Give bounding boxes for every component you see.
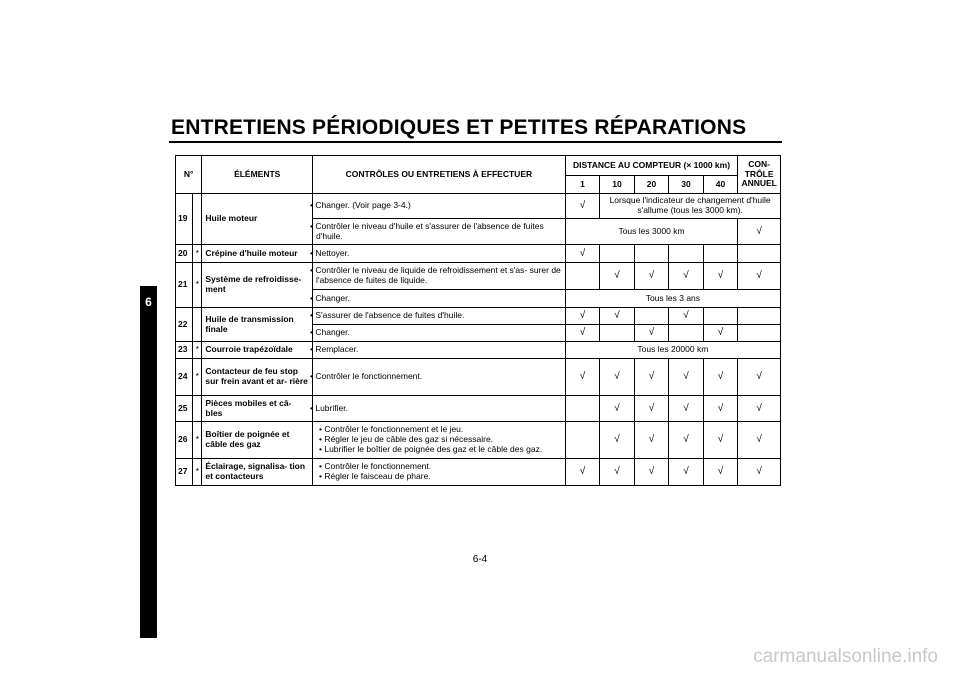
watermark: carmanualsonline.info <box>753 646 938 667</box>
row-control: • Remplacer. <box>313 342 566 359</box>
table-row <box>176 194 781 219</box>
header-km-30: 30 <box>669 176 704 194</box>
check-mark: √ <box>600 308 635 325</box>
row-element: Contacteur de feu stop sur frein avant et ar- rière <box>202 359 313 396</box>
check-mark: √ <box>738 263 781 290</box>
check-mark: √ <box>600 422 635 459</box>
row-num: 26 <box>176 422 193 459</box>
check-mark: √ <box>565 459 600 486</box>
check-mark: √ <box>634 422 669 459</box>
row-element: Pièces mobiles et câ- bles <box>202 396 313 422</box>
row-note: Lorsque l'indicateur de changement d'huile s'allume (tous les 3000 km). <box>600 194 781 219</box>
row-num: 19 <box>176 194 193 245</box>
row-control-line: • Lubrifier le boîtier de poignée des gaz et le câble des gaz. <box>319 443 543 454</box>
check-mark: √ <box>565 359 600 396</box>
check-mark: √ <box>565 194 600 219</box>
check-mark: √ <box>565 245 600 263</box>
check-mark: √ <box>738 422 781 459</box>
header-controls: CONTRÔLES OU ENTRETIENS À EFFECTUER <box>313 156 566 194</box>
header-km-1: 1 <box>565 176 600 194</box>
check-mark: √ <box>703 396 738 422</box>
check-mark: √ <box>669 308 704 325</box>
row-num: 20 <box>176 245 193 263</box>
check-mark: √ <box>703 459 738 486</box>
chapter-tab <box>140 286 157 638</box>
check-mark: √ <box>634 459 669 486</box>
row-element: Boîtier de poignée et câble des gaz <box>202 422 313 459</box>
row-control: • Changer. <box>313 290 566 308</box>
row-element: Huile moteur <box>202 194 313 245</box>
check-mark: √ <box>634 325 669 342</box>
check-mark: √ <box>565 308 600 325</box>
row-control: • Changer. (Voir page 3-4.) <box>313 194 566 219</box>
row-num: 25 <box>176 396 193 422</box>
table-row <box>176 359 781 396</box>
table-row <box>176 342 781 359</box>
check-mark: √ <box>703 359 738 396</box>
chapter-tab-number: 6 <box>145 295 152 309</box>
check-mark: √ <box>669 396 704 422</box>
table-row <box>176 245 781 263</box>
check-mark: √ <box>738 459 781 486</box>
page-title: ENTRETIENS PÉRIODIQUES ET PETITES RÉPARATIONS <box>171 116 747 139</box>
row-element: Éclairage, signalisa- tion et contacteurs <box>202 459 313 486</box>
row-num: 23 <box>176 342 193 359</box>
header-km-10: 10 <box>600 176 635 194</box>
row-star: * <box>193 263 202 308</box>
row-star <box>193 396 202 422</box>
table-row <box>176 396 781 422</box>
check-mark: √ <box>634 359 669 396</box>
row-control-line: • Régler le jeu de câble des gaz si nécessaire. <box>319 434 494 445</box>
row-star: * <box>193 342 202 359</box>
row-num: 21 <box>176 263 193 308</box>
row-interval: Tous les 20000 km <box>565 342 780 359</box>
row-element: Crépine d'huile moteur <box>202 245 313 263</box>
row-control: • Nettoyer. <box>313 245 566 263</box>
row-element: Système de refroidisse- ment <box>202 263 313 308</box>
check-mark: √ <box>634 396 669 422</box>
check-mark: √ <box>600 459 635 486</box>
check-mark: √ <box>669 263 704 290</box>
check-mark: √ <box>669 459 704 486</box>
maintenance-table <box>175 155 781 486</box>
row-star: * <box>193 245 202 263</box>
row-star <box>193 308 202 342</box>
header-num: N° <box>176 156 202 194</box>
row-num: 27 <box>176 459 193 486</box>
row-star: * <box>193 459 202 486</box>
check-mark: √ <box>738 219 781 245</box>
row-control <box>313 459 566 486</box>
row-control: • Contrôler le niveau d'huile et s'assurer de l'absence de fuites d'huile. <box>313 219 566 245</box>
row-control-line: • Contrôler le fonctionnement. <box>319 461 432 472</box>
row-star: * <box>193 359 202 396</box>
row-star: * <box>193 422 202 459</box>
row-control-line: • Contrôler le fonctionnement et le jeu. <box>319 424 464 435</box>
table-row <box>176 263 781 290</box>
row-control: • Changer. <box>313 325 566 342</box>
row-control-line: • Régler le faisceau de phare. <box>319 471 431 481</box>
table-row <box>176 308 781 325</box>
header-elements: ÉLÉMENTS <box>202 156 313 194</box>
table-row <box>176 459 781 486</box>
row-num: 22 <box>176 308 193 342</box>
row-element: Courroie trapézoïdale <box>202 342 313 359</box>
check-mark: √ <box>703 263 738 290</box>
row-num: 24 <box>176 359 193 396</box>
page-number: 6-4 <box>472 554 488 565</box>
header-row <box>176 156 781 176</box>
check-mark: √ <box>600 263 635 290</box>
row-interval: Tous les 3 ans <box>565 290 780 308</box>
header-distance: DISTANCE AU COMPTEUR (× 1000 km) <box>565 156 738 176</box>
check-mark: √ <box>703 325 738 342</box>
header-km-20: 20 <box>634 176 669 194</box>
row-control: • Lubrifier. <box>313 396 566 422</box>
row-control: • Contrôler le niveau de liquide de refroidissement et s'as- surer de l'absence de fuites de liquide. <box>313 263 566 290</box>
check-mark: √ <box>600 359 635 396</box>
check-mark: √ <box>669 359 704 396</box>
row-element: Huile de transmission finale <box>202 308 313 342</box>
check-mark: √ <box>703 422 738 459</box>
header-annual: CON- TRÔLE ANNUEL <box>738 156 781 194</box>
title-rule <box>169 141 782 143</box>
check-mark: √ <box>738 359 781 396</box>
table-row <box>176 422 781 459</box>
check-mark: √ <box>600 396 635 422</box>
row-interval: Tous les 3000 km <box>565 219 738 245</box>
check-mark: √ <box>634 263 669 290</box>
header-km-40: 40 <box>703 176 738 194</box>
check-mark: √ <box>738 396 781 422</box>
row-control: • Contrôler le fonctionnement. <box>313 359 566 396</box>
check-mark: √ <box>669 422 704 459</box>
row-control <box>313 422 566 459</box>
row-control: • S'assurer de l'absence de fuites d'huile. <box>313 308 566 325</box>
check-mark: √ <box>565 325 600 342</box>
row-star <box>193 194 202 245</box>
